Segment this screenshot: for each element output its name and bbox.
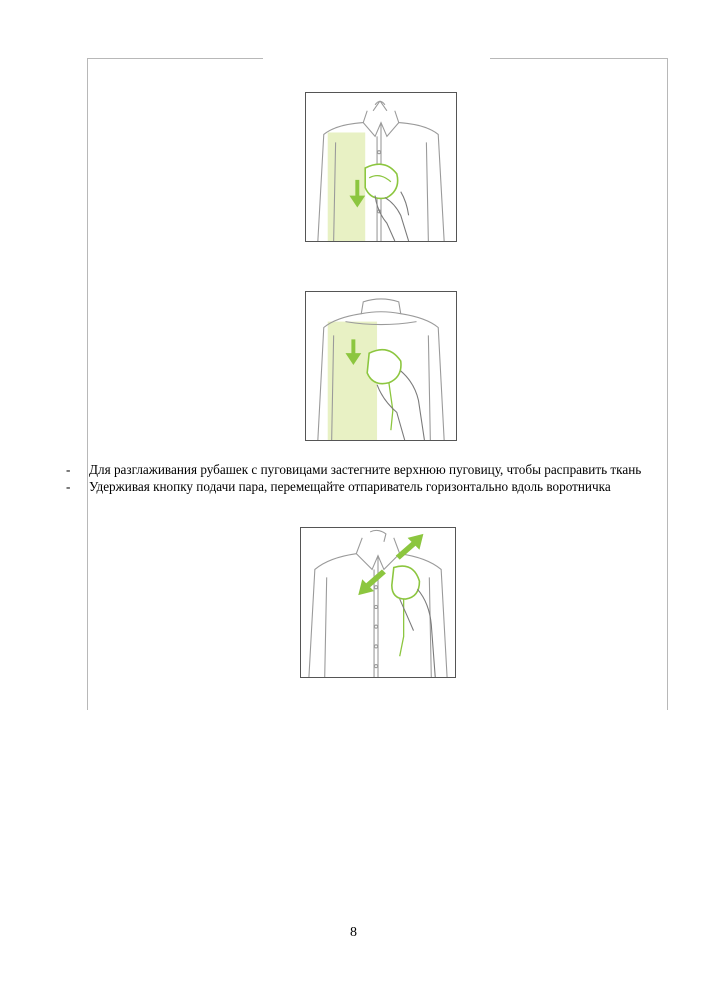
instruction-text: Для разглаживания рубашек с пуговицами застегните верхнюю пуговицу, чтобы расправить ткань — [89, 462, 642, 477]
frame-top-right-line — [490, 58, 668, 59]
frame-top-left-line — [87, 58, 263, 59]
frame-right-line — [667, 58, 668, 710]
bullet-dash: - — [66, 462, 71, 477]
steamer-head — [365, 164, 397, 198]
down-left-arrow-icon — [358, 569, 386, 595]
instruction-item — [66, 461, 666, 478]
steamed-area-highlight — [328, 132, 365, 241]
instruction-list — [66, 461, 666, 495]
instruction-text: Удерживая кнопку подачи пара, перемещайте отпариватель горизонтально вдоль воротничка — [89, 479, 611, 494]
instruction-item — [66, 478, 666, 495]
shirt-front-steaming-illustration — [305, 92, 457, 242]
shirt-front-steaming-drawing — [306, 93, 456, 241]
page-number: 8 — [350, 925, 357, 940]
shirt-back-steaming-drawing — [306, 292, 456, 440]
shirt-back-steaming-illustration — [305, 291, 457, 441]
frame-left-line — [87, 58, 88, 710]
shirt-collar-steaming-illustration — [300, 527, 456, 678]
shirt-collar-steaming-drawing — [301, 528, 455, 677]
bullet-dash: - — [66, 479, 71, 494]
